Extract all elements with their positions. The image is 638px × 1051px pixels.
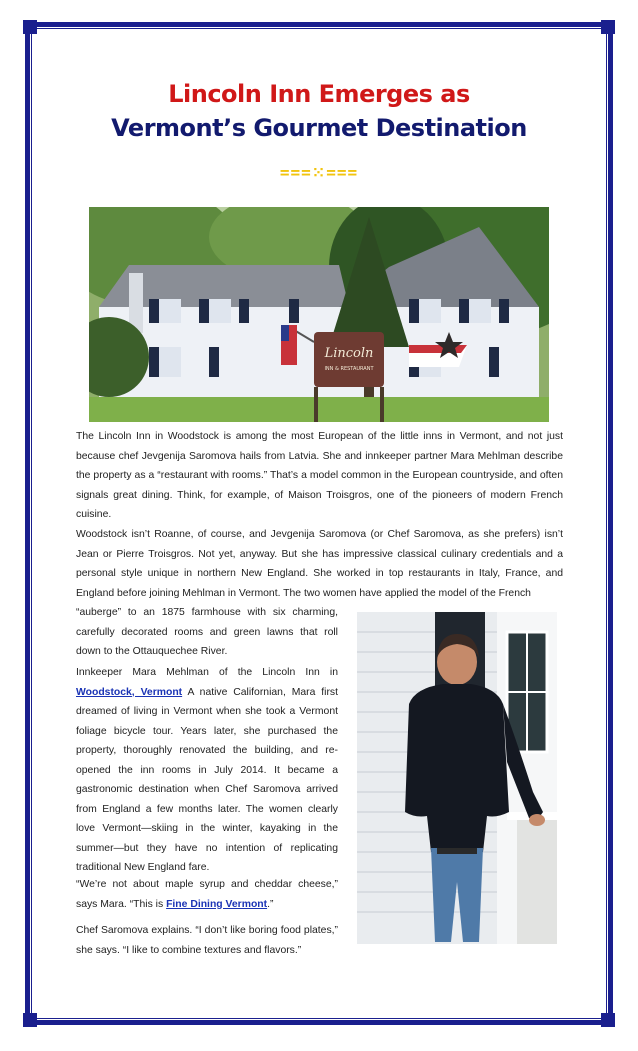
innkeeper-photo	[357, 612, 557, 944]
innkeeper-text-a: Innkeeper Mara Mehlman of the Lincoln Inn in	[76, 667, 338, 678]
headline-line-1: Lincoln Inn Emerges as	[168, 80, 470, 108]
border-corner-top-left	[23, 20, 37, 34]
border-corner-top-right	[601, 20, 615, 34]
innkeeper-text-b: A native Californian, Mara first dreamed of living in Vermont when she took a Vermont foliage bicycle tour. Years later, she purchased the property, thoroughly renovated the building, and re-opened the inn rooms in July 2014. It became a gastronomic destination when Chef Saromova arrived from England a few months later. The women clearly love Vermont—skiing in the winter, kayaking in the summer—but they have no intention of replicating traditional New England fare.	[76, 686, 338, 873]
paragraph-intro: The Lincoln Inn in Woodstock is among the most European of the little inns in Vermont, and not just because chef Jevgenija Saromova hails from Latvia. She and innkeeper partner Mara Mehlman describe the property as a “restaurant with rooms.” That’s a model common in the European countryside, and often signals great dining. Think, for example, of Maison Troisgros, one of the pioneers of modern French cuisine.	[76, 431, 563, 520]
innkeeper-photo-illustration	[357, 612, 557, 944]
paragraph-auberge: “auberge” to an 1875 farmhouse with six charming, carefully decorated rooms and green lawns that roll down to the Ottauquechee River.	[76, 607, 338, 657]
title-ornament: ===⁙===	[279, 163, 359, 182]
fine-dining-vermont-link[interactable]: Fine Dining Vermont	[166, 898, 268, 910]
paragraph-chef: Chef Saromova explains. “I don’t like boring food plates,” she says. “I like to combine textures and flavors.”	[76, 925, 338, 956]
inn-sign-text: Lincoln	[324, 346, 374, 361]
paragraph-innkeeper	[76, 663, 338, 878]
headline-line-2: Vermont’s Gourmet Destination	[111, 114, 527, 142]
paragraph-woodstock: Woodstock isn’t Roanne, of course, and Jevgenija Saromova (or Chef Saromova, as she prefers) isn’t Jean or Pierre Troisgros. Not yet, anyway. But she has impressive classical culinary credentials and a personal style unique in northern New England. She worked in top restaurants in Italy, France, and England before joining Mehlman in Vermont. The two women have applied the model of the French	[76, 529, 563, 599]
inn-sign-subtext: INN & RESTAURANT	[324, 366, 374, 372]
inn-photo	[89, 207, 549, 422]
paragraph-quote	[76, 875, 338, 914]
quote-text-b: .”	[267, 898, 274, 910]
border-corner-bottom-right	[601, 1013, 615, 1027]
quote-text-a: “We’re not about maple syrup and cheddar cheese,” says Mara. “This is	[76, 879, 338, 910]
woodstock-vermont-link[interactable]: Woodstock, Vermont	[76, 686, 183, 698]
border-corner-bottom-left	[23, 1013, 37, 1027]
inn-photo-illustration	[89, 207, 549, 422]
